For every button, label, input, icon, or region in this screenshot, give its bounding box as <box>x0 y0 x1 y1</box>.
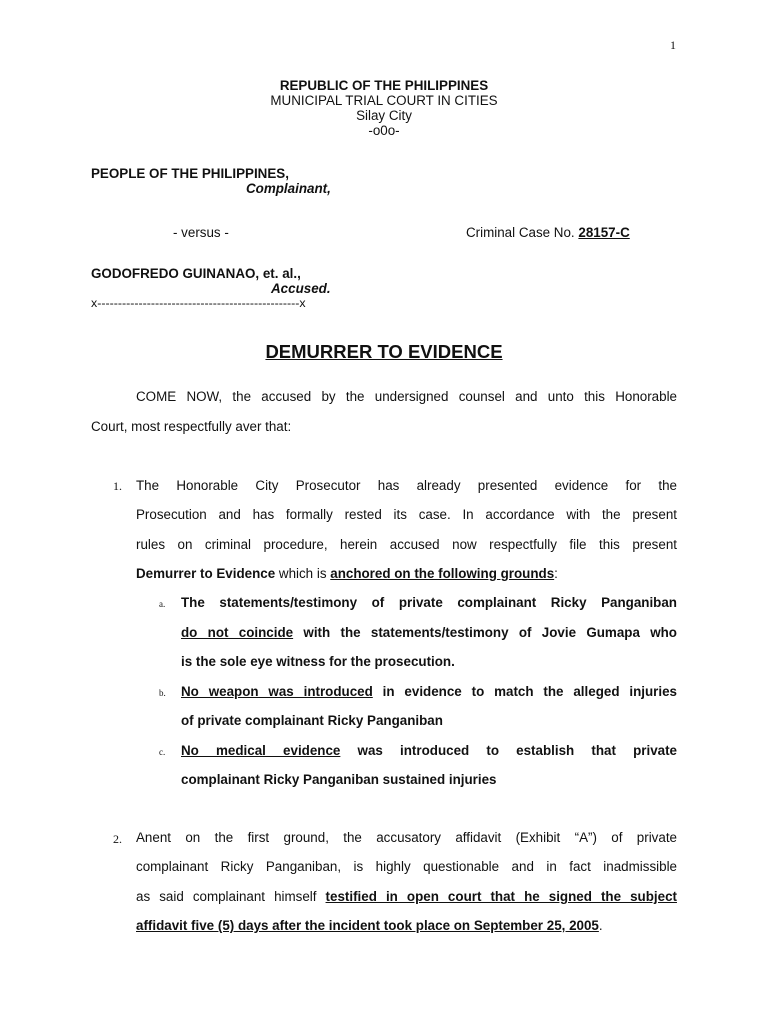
ground-c-line-1 <box>181 743 677 758</box>
affidavit-phrase: affidavit five (5) days after the incident took place on September 25, 2005 <box>136 918 599 933</box>
defendant-role: Accused. <box>271 281 331 296</box>
ground-b-line-1 <box>181 684 677 699</box>
ground-c-underline: No medical evidence <box>181 743 341 758</box>
paragraph-2-line-1: Anent on the first ground, the accusatory affidavit (Exhibit “A”) of private <box>136 830 677 845</box>
paragraph-1-line-4 <box>136 566 558 581</box>
testimony-phrase: testified in open court that he signed the subject <box>325 889 677 904</box>
intro-line-2: Court, most respectfully aver that: <box>91 419 292 434</box>
header-republic: REPUBLIC OF THE PHILIPPINES <box>279 78 489 93</box>
grounds-phrase: anchored on the following grounds <box>330 566 555 581</box>
ground-a-line-3: is the sole eye witness for the prosecution. <box>181 654 455 669</box>
paragraph-2-marker: 2. <box>113 832 122 846</box>
defendant-name: GODOFREDO GUINANAO, et. al., <box>91 266 301 281</box>
ground-a-line-1: The statements/testimony of private complainant Ricky Panganiban <box>181 595 677 610</box>
demurrer-term: Demurrer to Evidence <box>136 566 276 581</box>
header-city: Silay City <box>356 108 412 123</box>
intro-line-1: COME NOW, the accused by the undersigned counsel and unto this Honorable <box>136 389 677 404</box>
paragraph-1-line-2: Prosecution and has formally rested its case. In accordance with the present <box>136 507 677 522</box>
paragraph-2-line-4-end: . <box>598 918 603 933</box>
paragraph-1-line-1: The Honorable City Prosecutor has already presented evidence for the <box>136 478 677 493</box>
paragraph-2-line-3-text: as said complainant himself <box>136 889 326 904</box>
paragraph-1-marker: 1. <box>113 479 122 493</box>
ground-b-line-2: of private complainant Ricky Panganiban <box>181 713 443 728</box>
ground-a-line-2-text: with the statements/testimony of Jovie Gumapa who <box>293 625 677 640</box>
page-number: 1 <box>670 38 676 52</box>
document-title: DEMURRER TO EVIDENCE <box>265 341 503 362</box>
paragraph-1-line-3: rules on criminal procedure, herein accused now respectfully file this present <box>136 537 677 552</box>
header-court: MUNICIPAL TRIAL COURT IN CITIES <box>270 93 498 108</box>
header-ornament: -o0o- <box>368 123 400 138</box>
ground-a-underline: do not coincide <box>181 625 294 640</box>
paragraph-2-line-4 <box>136 918 603 933</box>
ground-b-line-1-text: in evidence to match the alleged injuries <box>372 684 677 699</box>
case-number-label: Criminal Case No. <box>466 225 575 240</box>
caption-separator: x-------------------------------------------------x <box>91 296 306 310</box>
paragraph-1-line-4-text: which is <box>275 566 331 581</box>
ground-c-marker: c. <box>159 747 166 757</box>
plaintiff-role: Complainant, <box>246 181 331 196</box>
ground-a-line-2 <box>181 625 677 640</box>
paragraph-2-line-3 <box>136 889 677 904</box>
versus-label: - versus - <box>173 225 229 240</box>
ground-c-line-1-text: was introduced to establish that private <box>340 743 677 758</box>
paragraph-2-line-2: complainant Ricky Panganiban, is highly questionable and in fact inadmissible <box>136 859 677 874</box>
case-number: 28157-C <box>578 225 630 240</box>
paragraph-1-line-4-end: : <box>554 566 558 581</box>
ground-b-underline: No weapon was introduced <box>181 684 373 699</box>
ground-b-marker: b. <box>159 688 166 698</box>
ground-c-line-2: complainant Ricky Panganiban sustained injuries <box>181 772 497 787</box>
ground-a-marker: a. <box>159 599 166 609</box>
case-number-line <box>466 225 630 240</box>
plaintiff-name: PEOPLE OF THE PHILIPPINES, <box>91 166 289 181</box>
